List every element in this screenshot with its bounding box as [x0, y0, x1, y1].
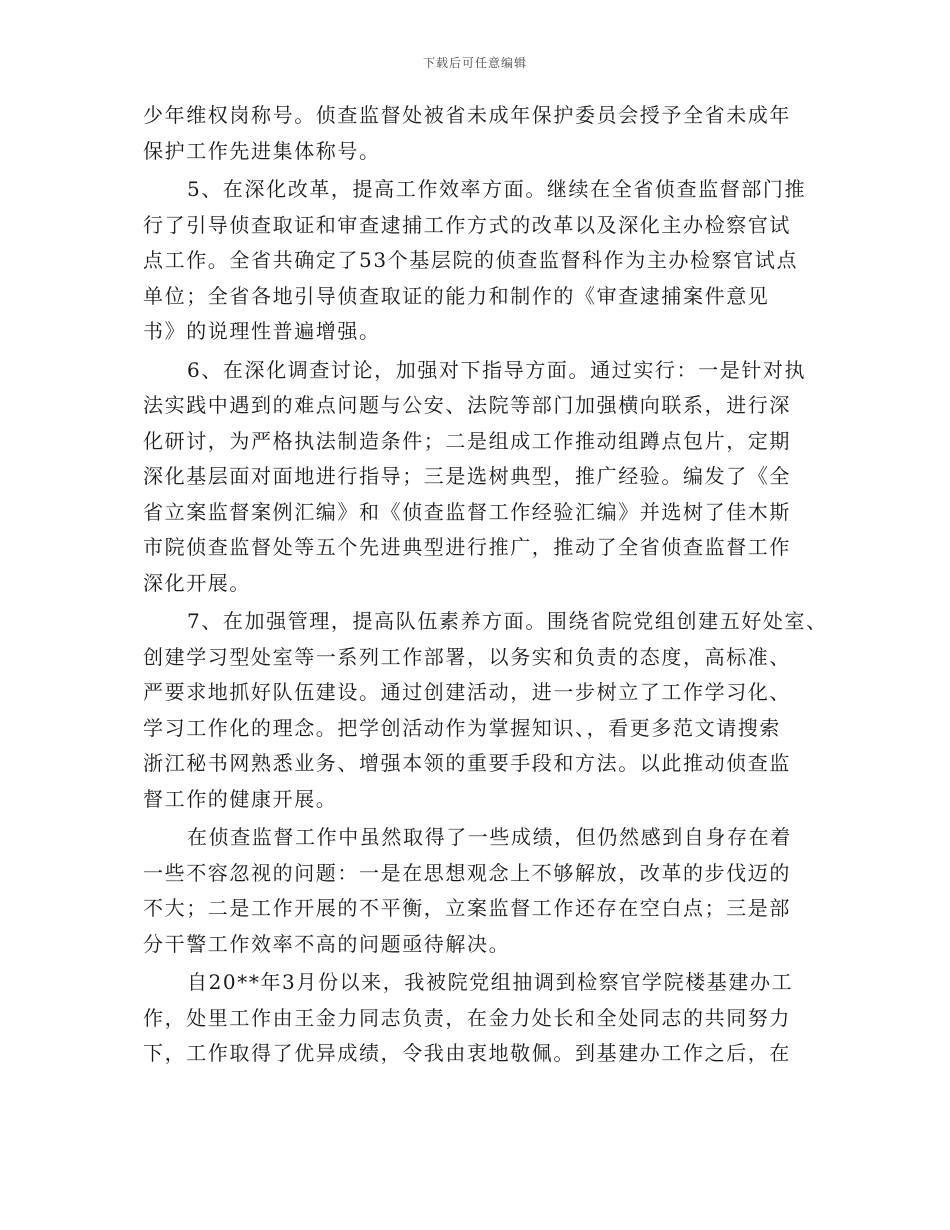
text-line: 分干警工作效率不高的问题亟待解决。 — [143, 931, 511, 956]
text-line: 书》的说理性普遍增强。 — [143, 319, 381, 343]
text-line: 7、在加强管理，提高队伍素养方面。围绕省院党组创建五好处室、 — [187, 609, 828, 633]
text-line: 不大；二是工作开展的不平衡，立案监督工作还存在空白点；三是部 — [143, 896, 791, 920]
text-line: 创建学习型处室等一系列工作部署，以务实和负责的态度，高标准、 — [143, 644, 791, 669]
text-line: 省立案监督案例汇编》和《侦查监督工作经验汇编》并选树了佳木斯 — [143, 499, 791, 524]
text-line: 法实践中遇到的难点问题与公安、法院等部门加强横向联系，进行深 — [143, 393, 791, 417]
text-line: 化研讨，为严格执法制造条件；二是组成工作推动组蹲点包片，定期 — [143, 428, 791, 453]
text-line: 点工作。全省共确定了53个基层院的侦查监督科作为主办检察官试点 — [143, 248, 799, 272]
text-line: 严要求地抓好队伍建设。通过创建活动，进一步树立了工作学习化、 — [143, 680, 791, 704]
text-line: 少年维权岗称号。侦查监督处被省未成年保护委员会授予全省未成年 — [143, 103, 791, 127]
text-line: 深化基层面对面地进行指导；三是选树典型，推广经验。编发了《全 — [143, 464, 791, 488]
document-body — [143, 98, 833, 1072]
text-line: 学习工作化的理念。把学创活动作为掌握知识、，看更多范文请搜索 — [143, 715, 781, 740]
text-line: 市院侦查监督处等五个先进典型进行推广，推动了全省侦查监督工作 — [143, 535, 791, 559]
text-line: 作，处里工作由王金力同志负责，在金力处长和全处同志的共同努力 — [143, 1005, 791, 1030]
text-line: 深化开展。 — [143, 570, 251, 595]
text-line: 保护工作先进集体称号。 — [143, 138, 381, 163]
text-line: 单位；全省各地引导侦查取证的能力和制作的《审查逮捕案件意见 — [143, 283, 770, 308]
text-line: 一些不容忽视的问题：一是在思想观念上不够解放，改革的步伐迈的 — [143, 860, 791, 885]
text-line: 在侦查监督工作中虽然取得了一些成绩，但仍然感到自身存在着 — [187, 825, 792, 849]
text-line: 5、在深化改革，提高工作效率方面。继续在全省侦查监督部门推 — [187, 177, 807, 201]
page-header: 下载后可任意编辑 — [422, 56, 527, 70]
text-line: 浙江秘书网熟悉业务、增强本领的重要手段和方法。以此推动侦查监 — [143, 751, 791, 775]
text-line: 6、在深化调查讨论，加强对下指导方面。通过实行：一是针对执 — [187, 357, 807, 382]
text-line: 行了引导侦查取证和审查逮捕工作方式的改革以及深化主办检察官试 — [143, 212, 791, 237]
text-line: 督工作的健康开展。 — [143, 786, 338, 811]
text-line: 下，工作取得了优异成绩，令我由衷地敬佩。到基建办工作之后，在 — [143, 1041, 791, 1065]
text-line: 自20**年3月份以来，我被院党组抽调到检察官学院楼基建办工 — [187, 970, 794, 994]
